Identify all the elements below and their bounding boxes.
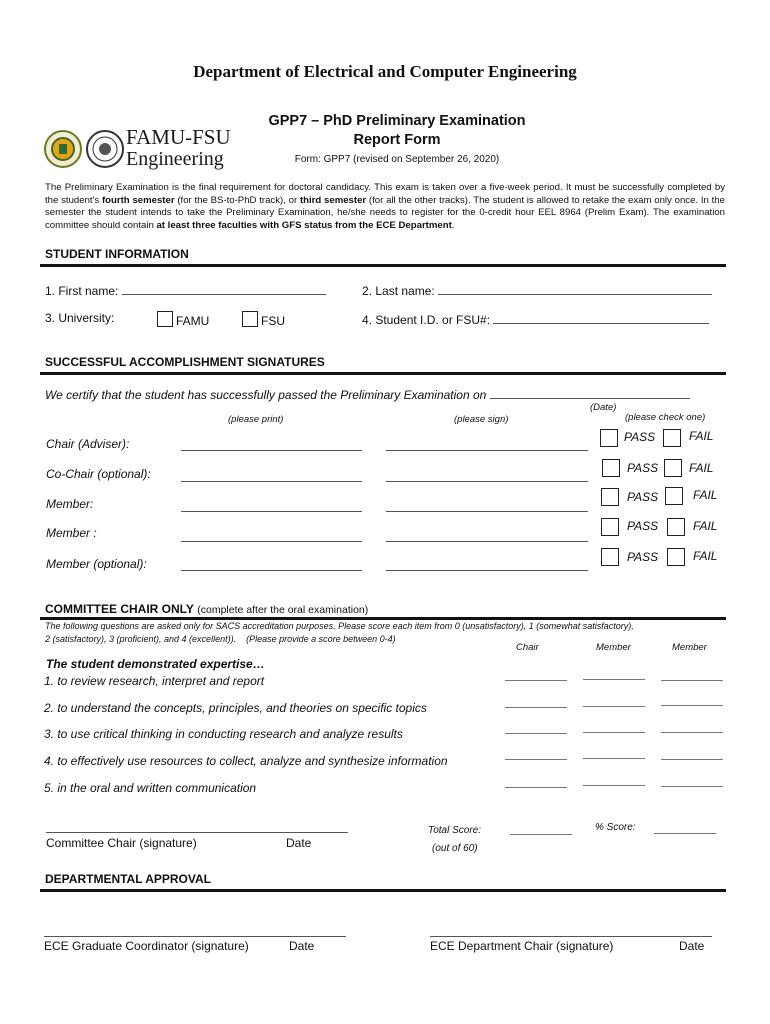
expertise-heading: The student demonstrated expertise… bbox=[46, 657, 265, 671]
student-id-field bbox=[362, 312, 709, 327]
out-of-label: (out of 60) bbox=[432, 843, 478, 854]
member-optional-fail-checkbox[interactable] bbox=[667, 548, 685, 566]
fail-label: FAIL bbox=[689, 429, 714, 443]
role-chair: Chair (Adviser): bbox=[46, 437, 130, 451]
certify-statement bbox=[45, 387, 690, 402]
score-q3-member-2[interactable] bbox=[661, 732, 723, 733]
score-q2-chair[interactable] bbox=[505, 707, 567, 708]
score-q3-chair[interactable] bbox=[505, 733, 567, 734]
form-revision: Form: GPP7 (revised on September 26, 2020) bbox=[294, 154, 500, 165]
please-check-caption: (please check one) bbox=[625, 412, 706, 423]
score-q5-chair[interactable] bbox=[505, 787, 567, 788]
member-2-pass-checkbox[interactable] bbox=[601, 518, 619, 536]
coordinator-signature-line[interactable] bbox=[44, 936, 346, 937]
student-id-label: 4. Student I.D. or FSU#: bbox=[362, 313, 491, 327]
coordinator-date-label: Date bbox=[289, 939, 315, 953]
fsu-option[interactable] bbox=[242, 311, 285, 328]
score-q1-member-2[interactable] bbox=[661, 680, 723, 681]
pass-label: PASS bbox=[627, 550, 659, 564]
first-name-field bbox=[45, 283, 326, 298]
fail-label: FAIL bbox=[693, 519, 718, 533]
role-member-1: Member: bbox=[46, 497, 94, 511]
fail-label: FAIL bbox=[689, 461, 714, 475]
approval-heading: DEPARTMENTAL APPROVAL bbox=[45, 872, 212, 886]
col-member-1-header: Member bbox=[596, 642, 631, 653]
co-chair-sign-line[interactable] bbox=[386, 481, 588, 482]
form-title-line2: Report Form bbox=[353, 132, 441, 148]
signatures-heading: SUCCESSFUL ACCOMPLISHMENT SIGNATURES bbox=[45, 355, 325, 369]
section-divider bbox=[40, 617, 726, 620]
member-2-print-line[interactable] bbox=[181, 541, 362, 542]
famu-label: FAMU bbox=[176, 314, 210, 328]
chair-sign-line[interactable] bbox=[386, 450, 588, 451]
university-label: 3. University: bbox=[45, 311, 115, 325]
score-q5-member-2[interactable] bbox=[661, 786, 723, 787]
role-member-2: Member : bbox=[46, 526, 97, 540]
famu-fsu-logo bbox=[44, 125, 234, 172]
department-chair-signature-label: ECE Department Chair (signature) bbox=[430, 939, 614, 953]
first-name-label: 1. First name: bbox=[45, 284, 119, 298]
member-1-print-line[interactable] bbox=[181, 511, 362, 512]
pass-label: PASS bbox=[627, 461, 659, 475]
committee-note-line1: The following questions are asked only for SACS accreditation purposes. Please score each item from 0 (unsatisfactory), 1 (somewhat satisfactory), bbox=[45, 621, 634, 631]
department-title: Department of Electrical and Computer Engineering bbox=[193, 62, 577, 81]
logo-text-engineering: Engineering bbox=[126, 148, 224, 170]
score-q2-member-1[interactable] bbox=[583, 706, 645, 707]
form-title bbox=[232, 112, 562, 150]
department-chair-signature-line[interactable] bbox=[430, 936, 712, 937]
committee-chair-signature-label: Committee Chair (signature) bbox=[46, 836, 197, 850]
famu-checkbox[interactable] bbox=[157, 311, 173, 327]
question-5: 5. in the oral and written communication bbox=[44, 781, 257, 795]
student-id-input[interactable] bbox=[493, 312, 709, 324]
section-divider bbox=[40, 372, 726, 375]
score-q1-member-1[interactable] bbox=[583, 679, 645, 680]
member-1-pass-checkbox[interactable] bbox=[601, 488, 619, 506]
section-divider bbox=[40, 264, 726, 267]
university-seals-icon bbox=[44, 128, 126, 170]
member-optional-print-line[interactable] bbox=[181, 570, 362, 571]
committee-chair-signature-line[interactable] bbox=[46, 832, 348, 833]
exam-date-input[interactable] bbox=[490, 387, 690, 399]
role-member-optional: Member (optional): bbox=[46, 557, 147, 571]
last-name-input[interactable] bbox=[438, 283, 712, 295]
score-q4-member-1[interactable] bbox=[583, 758, 645, 759]
question-3: 3. to use critical thinking in conducting research and analyze results bbox=[44, 727, 403, 741]
fail-label: FAIL bbox=[693, 549, 718, 563]
co-chair-pass-checkbox[interactable] bbox=[602, 459, 620, 477]
role-co-chair: Co-Chair (optional): bbox=[46, 467, 151, 481]
score-q4-chair[interactable] bbox=[505, 759, 567, 760]
member-optional-pass-checkbox[interactable] bbox=[601, 548, 619, 566]
certify-text: We certify that the student has successfully passed the Preliminary Examination on bbox=[45, 388, 487, 402]
committee-heading: COMMITTEE CHAIR ONLY bbox=[45, 602, 194, 616]
member-optional-sign-line[interactable] bbox=[386, 570, 588, 571]
member-1-fail-checkbox[interactable] bbox=[665, 487, 683, 505]
committee-chair-date-label: Date bbox=[286, 836, 312, 850]
intro-paragraph: The Preliminary Examination is the final requirement for doctoral candidacy. This exam is taken over a five-week period. It must be successfully completed by the student's fourth semester (for the BS-to-PhD track), or third semester (for all the other tracks). The student is allowed to retake the exam only once. In the semester the student intends to take the Preliminary Examination, he/she needs to register for the 0-credit hour EEL 8964 (Prelim Exam). The examination committee should contain at least three faculties with GFS status from the ECE Department. bbox=[45, 182, 725, 231]
total-score-label: Total Score: bbox=[428, 825, 481, 836]
coordinator-signature-label: ECE Graduate Coordinator (signature) bbox=[44, 939, 249, 953]
pass-label: PASS bbox=[627, 519, 659, 533]
score-q4-member-2[interactable] bbox=[661, 759, 723, 760]
question-4: 4. to effectively use resources to collect, analyze and synthesize information bbox=[44, 754, 448, 768]
score-q3-member-1[interactable] bbox=[583, 732, 645, 733]
pct-score-label: % Score: bbox=[595, 822, 636, 833]
score-q2-member-2[interactable] bbox=[661, 705, 723, 706]
chair-pass-checkbox[interactable] bbox=[600, 429, 618, 447]
student-info-heading: STUDENT INFORMATION bbox=[45, 247, 189, 261]
fsu-label: FSU bbox=[261, 314, 285, 328]
col-member-2-header: Member bbox=[672, 642, 707, 653]
chair-print-line[interactable] bbox=[181, 450, 362, 451]
please-print-caption: (please print) bbox=[228, 414, 284, 425]
last-name-field bbox=[362, 283, 712, 298]
committee-heading-note: (complete after the oral examination) bbox=[197, 604, 369, 616]
fsu-checkbox[interactable] bbox=[242, 311, 258, 327]
form-title-line1: GPP7 – PhD Preliminary Examination bbox=[268, 113, 526, 129]
committee-note-line2: 2 (satisfactory), 3 (proficient), and 4 (excellent)). (Please provide a score between 0-4) bbox=[45, 634, 396, 644]
member-1-sign-line[interactable] bbox=[386, 511, 588, 512]
pass-label: PASS bbox=[627, 490, 659, 504]
logo-text-famu-fsu: FAMU-FSU bbox=[126, 125, 231, 149]
please-sign-caption: (please sign) bbox=[454, 414, 509, 425]
first-name-input[interactable] bbox=[122, 283, 326, 295]
score-q1-chair[interactable] bbox=[505, 680, 567, 681]
pct-score-input[interactable] bbox=[654, 833, 716, 834]
section-divider bbox=[40, 889, 726, 892]
pass-label: PASS bbox=[624, 430, 656, 444]
question-1: 1. to review research, interpret and report bbox=[44, 674, 265, 688]
member-2-fail-checkbox[interactable] bbox=[667, 518, 685, 536]
co-chair-print-line[interactable] bbox=[181, 481, 362, 482]
fail-label: FAIL bbox=[693, 488, 718, 502]
famu-option[interactable] bbox=[157, 311, 209, 328]
last-name-label: 2. Last name: bbox=[362, 284, 435, 298]
co-chair-fail-checkbox[interactable] bbox=[664, 459, 682, 477]
col-chair-header: Chair bbox=[516, 642, 539, 653]
total-score-input[interactable] bbox=[510, 834, 572, 835]
date-caption: (Date) bbox=[590, 402, 617, 413]
score-q5-member-1[interactable] bbox=[583, 785, 645, 786]
chair-fail-checkbox[interactable] bbox=[663, 429, 681, 447]
department-chair-date-label: Date bbox=[679, 939, 705, 953]
question-2: 2. to understand the concepts, principles, and theories on specific topics bbox=[44, 701, 427, 715]
committee-heading-line bbox=[45, 602, 368, 616]
member-2-sign-line[interactable] bbox=[386, 541, 588, 542]
